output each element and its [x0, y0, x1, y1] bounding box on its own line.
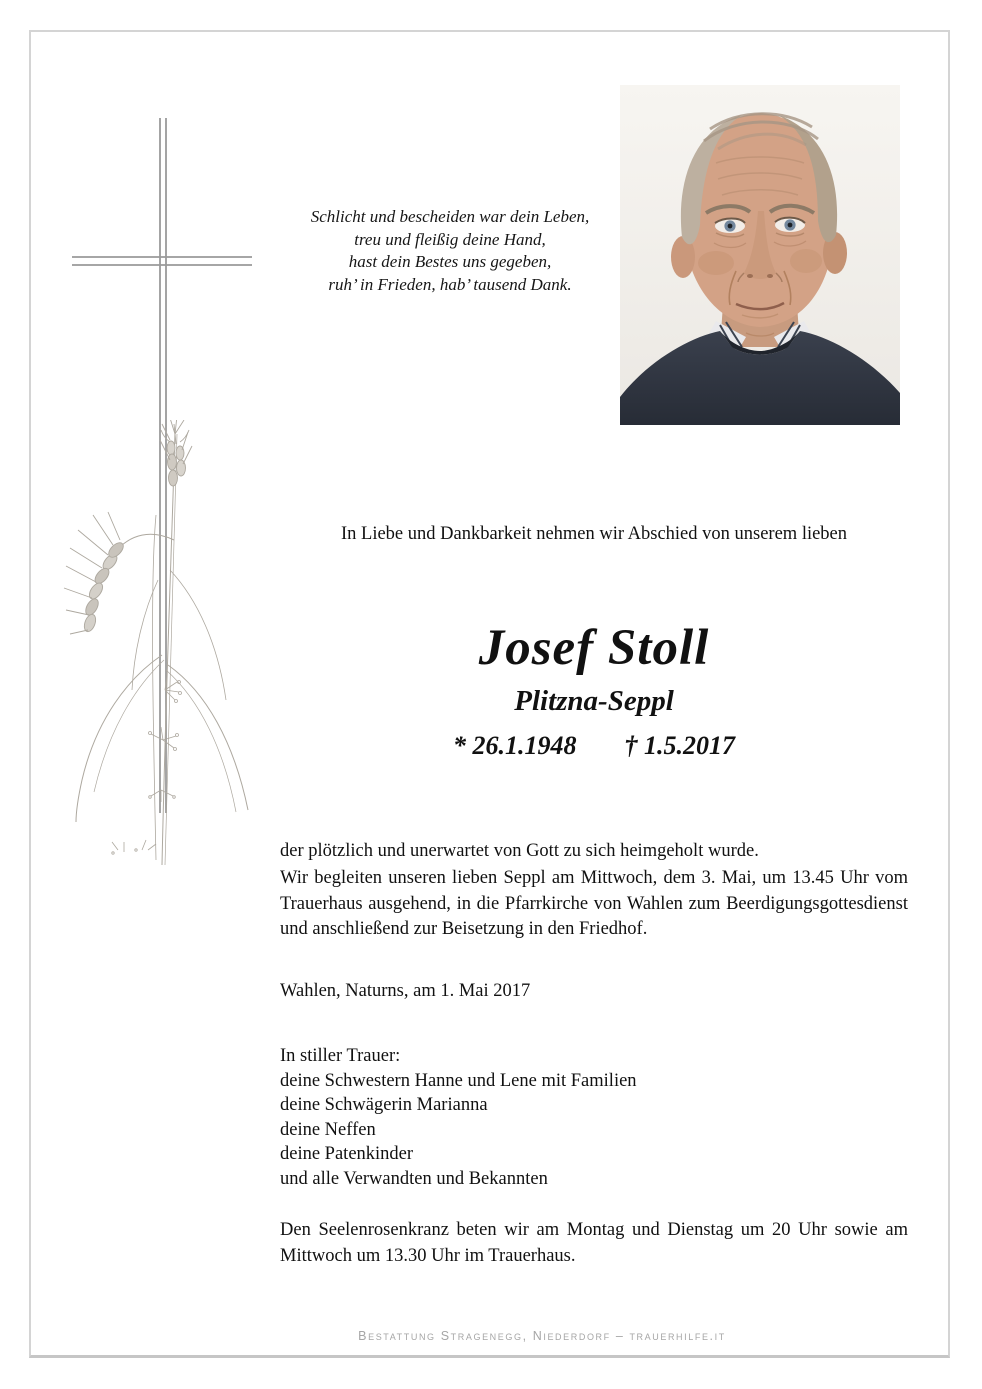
mourners-title: In stiller Trauer:: [280, 1046, 401, 1066]
funeral-home-footer: Bestattung Stragenegg, Niederdorf – trauerhilfe.it: [358, 1329, 726, 1343]
birth-date: * 26.1.1948: [453, 731, 577, 760]
mourner-line: deine Neffen: [280, 1119, 376, 1140]
farewell-poem: [285, 206, 615, 296]
life-dates: [280, 729, 908, 763]
place-date-line: Wahlen, Naturns, am 1. Mai 2017: [280, 981, 531, 1001]
deceased-block: [280, 618, 908, 763]
mourners-list: [280, 1044, 908, 1191]
intro-line: In Liebe und Dankbarkeit nehmen wir Abschied von unserem lieben: [340, 524, 848, 544]
mourner-line: und alle Verwandten und Bekannten: [280, 1168, 548, 1189]
portrait-photo: [620, 85, 900, 425]
poem-line: treu und fleißig deine Hand,: [354, 229, 546, 249]
portrait-illustration: [620, 85, 900, 425]
paragraph-funeral: Wir begleiten unseren lieben Seppl am Mittwoch, dem 3. Mai, um 13.45 Uhr vom Trauerhaus ausgehend, in die Pfarrkirche von Wahlen zum Beerdigungsgottesdienst und anschließend zur Beisetzung in den Friedhof.: [280, 868, 908, 939]
mourner-line: deine Schwägerin Marianna: [280, 1095, 488, 1115]
poem-line: ruh’ in Frieden, hab’ tausend Dank.: [328, 274, 572, 294]
deceased-nickname: Plitzna-Seppl: [514, 685, 674, 717]
mourner-line: deine Schwestern Hanne und Lene mit Familien: [280, 1070, 637, 1091]
mourner-line: deine Patenkinder: [280, 1144, 414, 1164]
deceased-name: Josef Stoll: [478, 620, 710, 676]
wheat-sketch-icon: [58, 420, 270, 870]
poem-line: hast dein Bestes uns gegeben,: [348, 252, 552, 271]
paragraph-death: der plötzlich und unerwartet von Gott zu sich heimgeholt wurde.: [280, 841, 759, 861]
paragraph-rosary: Den Seelenrosenkranz beten wir am Montag und Dienstag um 20 Uhr sowie am Mittwoch um 13.30 Uhr im Trauerhaus.: [280, 1220, 908, 1266]
death-date: † 1.5.2017: [624, 731, 735, 760]
poem-line: Schlicht und bescheiden war dein Leben,: [310, 207, 590, 226]
